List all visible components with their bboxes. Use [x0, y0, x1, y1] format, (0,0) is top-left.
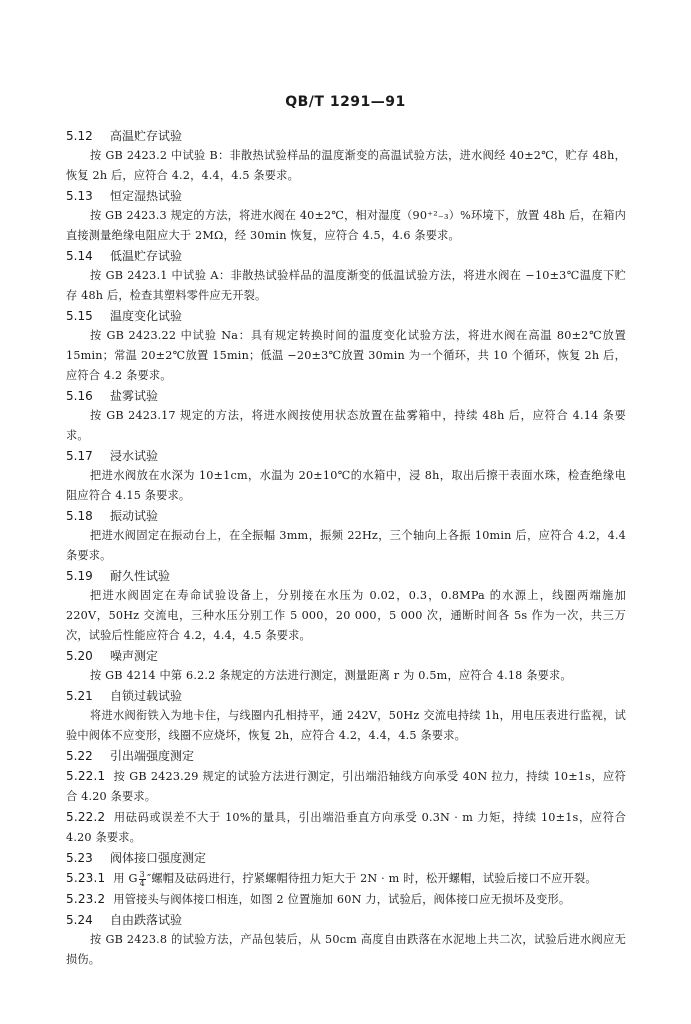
document-body — [66, 126, 626, 970]
subsection-5-23-2 — [66, 889, 626, 910]
section-title: 自锁过载试验 — [110, 689, 183, 703]
section-number: 5.19 — [66, 569, 93, 583]
subsection-5-23-1 — [66, 868, 626, 889]
section-number: 5.13 — [66, 189, 93, 203]
section-text-5-13: 按 GB 2423.3 规定的方法，将进水阀在 40±2℃，相对湿度（90⁺²₋₃）%环境下，放置 48h 后，在箱内直接测量绝缘电阻应大于 2MΩ，经 30min 恢复，应符合 4.5，4.6 条要求。 — [66, 209, 626, 242]
section-number: 5.16 — [66, 389, 93, 403]
section-heading-5-13 — [66, 186, 626, 206]
section-number: 5.18 — [66, 509, 93, 523]
subsection-text-post: ″螺帽及砝码进行，拧紧螺帽待扭力矩大于 2N · m 时，松开螺帽，试验后接口不应开裂。 — [146, 872, 597, 885]
section-text-5-20: 按 GB 4214 中第 6.2.2 条规定的方法进行测定，测量距离 r 为 0.5m，应符合 4.18 条要求。 — [90, 669, 572, 682]
section-heading-5-16 — [66, 386, 626, 406]
subsection-text: 按 GB 2423.29 规定的试验方法进行测定，引出端沿轴线方向承受 40N 拉力，持续 10±1s，应符合 4.20 条要求。 — [66, 770, 626, 803]
section-text-5-21: 将进水阀衔铁入为地卡住，与线圈内孔相持平，通 242V，50Hz 交流电持续 1h，用电压表进行监视，试验中阀体不应变形，线圈不应烧坏，恢复 2h，应符合 4.2，4.4，4.5 条要求。 — [66, 709, 626, 742]
section-heading-5-20 — [66, 646, 626, 666]
section-heading-5-15 — [66, 306, 626, 326]
subsection-number: 5.22.1 — [66, 769, 106, 783]
fraction-denominator: 4 — [139, 878, 145, 888]
subsection-text: 用砝码或误差不大于 10%的量具，引出端沿垂直方向承受 0.3N · m 力矩，持续 10±1s，应符合 4.20 条要求。 — [66, 811, 626, 844]
section-title: 耐久性试验 — [110, 569, 171, 583]
section-heading-5-14 — [66, 246, 626, 266]
section-title: 恒定湿热试验 — [110, 189, 183, 203]
section-title: 低温贮存试验 — [110, 249, 183, 263]
section-number: 5.20 — [66, 649, 93, 663]
subsection-5-22-2 — [66, 807, 626, 848]
section-title: 阀体接口强度测定 — [110, 851, 207, 865]
subsection-number: 5.23.1 — [66, 871, 106, 885]
section-text-5-24: 按 GB 2423.8 的试验方法，产品包装后，从 50cm 高度自由跌落在水泥地上共二次，试验后进水阀应无损伤。 — [66, 933, 626, 966]
subsection-text-pre: 用 G — [113, 872, 138, 885]
subsection-5-22-1 — [66, 766, 626, 807]
fraction-numerator: 3 — [139, 869, 145, 879]
section-number: 5.24 — [66, 913, 93, 927]
section-heading-5-21 — [66, 686, 626, 706]
section-text-5-15: 按 GB 2423.22 中试验 Na：具有规定转换时间的温度变化试验方法，将进水阀在高温 80±2℃放置 15min；常温 20±2℃放置 15min；低温 −20±3℃放置 30min 为一个循环，共 10 个循环，恢复 2h 后，应符合 4.2 条要求。 — [66, 329, 626, 382]
section-number: 5.22 — [66, 749, 93, 763]
subsection-number: 5.22.2 — [66, 810, 106, 824]
section-heading-5-12 — [66, 126, 626, 146]
section-heading-5-24 — [66, 910, 626, 930]
section-title: 盐雾试验 — [110, 389, 159, 403]
section-text-5-16: 按 GB 2423.17 规定的方法，将进水阀按使用状态放置在盐雾箱中，持续 48h 后，应符合 4.14 条要求。 — [66, 409, 626, 442]
section-heading-5-17 — [66, 446, 626, 466]
section-heading-5-18 — [66, 506, 626, 526]
section-title: 高温贮存试验 — [110, 129, 183, 143]
section-title: 引出端强度测定 — [110, 749, 195, 763]
section-number: 5.23 — [66, 851, 93, 865]
section-text-5-18: 把进水阀固定在振动台上，在全振幅 3mm，振频 22Hz，三个轴向上各振 10min 后，应符合 4.2，4.4 条要求。 — [66, 529, 626, 562]
section-text-5-14: 按 GB 2423.1 中试验 A：非散热试验样品的温度渐变的低温试验方法，将进水阀在 −10±3℃温度下贮存 48h 后，检查其塑料零件应无开裂。 — [66, 269, 626, 302]
section-title: 噪声测定 — [110, 649, 159, 663]
section-text-5-19: 把进水阀固定在寿命试验设备上，分别接在水压为 0.02，0.3，0.8MPa 的水源上，线圈两端施加 220V，50Hz 交流电，三种水压分别工作 5 000，20 000，5 000 次，通断时间各 5s 作为一次，共三万次，试验后性能应符合 4.2，4.4，4.5 条要求。 — [66, 589, 626, 642]
section-number: 5.15 — [66, 309, 93, 323]
section-number: 5.17 — [66, 449, 93, 463]
section-number: 5.12 — [66, 129, 93, 143]
section-heading-5-23 — [66, 848, 626, 868]
page-header: QB/T 1291—91 — [285, 94, 406, 110]
section-title: 温度变化试验 — [110, 309, 183, 323]
section-heading-5-19 — [66, 566, 626, 586]
fraction — [139, 871, 146, 888]
subsection-number: 5.23.2 — [66, 892, 106, 906]
section-title: 自由跌落试验 — [110, 913, 183, 927]
section-title: 振动试验 — [110, 509, 159, 523]
subsection-text: 用管接头与阀体接口相连，如图 2 位置施加 60N 力，试验后，阀体接口应无损坏及变形。 — [113, 893, 571, 906]
section-text-5-12: 按 GB 2423.2 中试验 B：非散热试验样品的温度渐变的高温试验方法，进水阀经 40±2℃，贮存 48h，恢复 2h 后，应符合 4.2，4.4，4.5 条要求。 — [66, 149, 626, 182]
section-text-5-17: 把进水阀放在水深为 10±1cm，水温为 20±10℃的水箱中，浸 8h，取出后擦干表面水珠，检查绝缘电阻应符合 4.15 条要求。 — [66, 469, 626, 502]
section-number: 5.21 — [66, 689, 93, 703]
section-number: 5.14 — [66, 249, 93, 263]
section-heading-5-22 — [66, 746, 626, 766]
section-title: 浸水试验 — [110, 449, 159, 463]
